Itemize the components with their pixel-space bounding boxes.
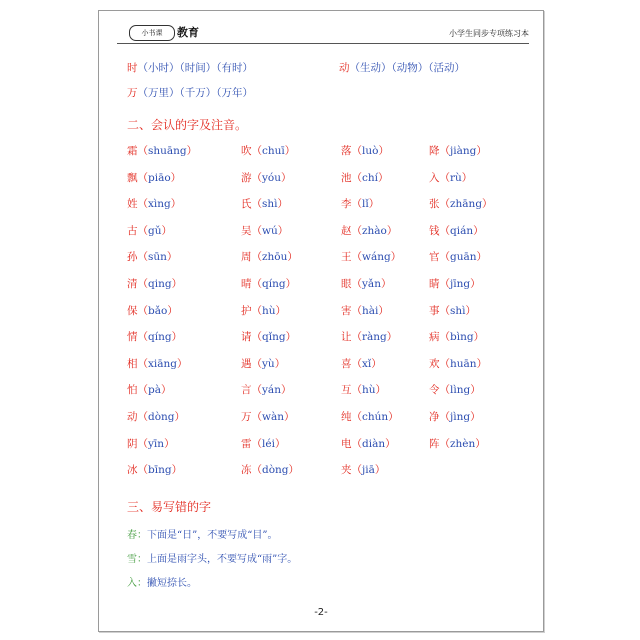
pinyin-entry: 动（dòng） [127,411,186,423]
pinyin-entry: 氏（shì） [241,198,289,211]
hanzi: 欢 [429,357,440,370]
hanzi: 阴 [127,437,138,450]
pinyin-text: shuāng [148,145,187,157]
pinyin-text: wú [262,224,278,237]
pinyin-entry: 冰（bīng） [127,464,183,477]
hanzi: 周 [241,251,252,264]
hanzi: 降 [429,145,440,157]
pinyin-entry: 让（ràng） [341,331,398,344]
pinyin-entry: 张（zhāng） [429,198,493,211]
pinyin-text: chún [362,411,389,423]
pinyin-entry: 吴（wú） [241,224,289,237]
hanzi: 游 [241,171,252,184]
hanzi: 入 [429,171,440,184]
hanzi: 雷 [241,437,252,450]
pinyin-text: zhāng [450,198,483,211]
brand-logo: 小书课 [129,25,175,41]
pinyin-text: wàn [262,411,285,423]
hanzi: 事 [429,304,440,317]
pinyin-entry: 情（qíng） [127,331,183,344]
hanzi: 氏 [241,198,252,211]
pinyin-entry: 入（rù） [429,171,473,184]
pinyin-entry: 降（jiàng） [429,145,487,157]
hanzi: 净 [429,411,440,423]
hanzi: 官 [429,251,440,264]
hanzi: 害 [341,304,352,317]
pinyin-entry: 害（hài） [341,304,389,317]
pinyin-text: xìng [148,198,171,211]
pinyin-text: shì [262,198,278,211]
page-number: -2- [314,607,328,618]
pinyin-text: jiàng [450,145,477,157]
hanzi: 相 [127,357,138,370]
hanzi: 姓 [127,198,138,211]
pinyin-entry: 周（zhōu） [241,251,298,264]
pinyin-text: diàn [362,437,386,450]
page-header [117,21,529,44]
pinyin-text: hài [362,304,379,317]
hanzi: 护 [241,304,252,317]
section-heading: 三、易写错的字 [127,500,212,514]
hanzi: 晴 [241,278,252,290]
hanzi: 夹 [341,464,352,477]
pinyin-entry: 言（yán） [241,384,292,397]
pinyin-text: luò [362,145,379,157]
hanzi: 赵 [341,224,352,237]
note-line: 入：撇短捺长。 [127,578,197,589]
pinyin-text: qián [450,224,474,237]
hanzi: 李 [341,198,352,211]
hanzi: 眼 [341,278,352,290]
hanzi: 情 [127,331,138,344]
hanzi: 吹 [241,145,252,157]
pinyin-entry: 吹（chuī） [241,145,296,157]
hanzi: 吴 [241,224,252,237]
pinyin-entry: 相（xiāng） [127,357,188,370]
pinyin-entry: 电（diàn） [341,437,396,450]
pinyin-text: xiāng [148,357,178,370]
pinyin-entry: 保（bǎo） [127,304,178,317]
pinyin-entry: 欢（huān） [429,357,488,370]
pinyin-text: hù [262,304,276,317]
hanzi: 怕 [127,384,138,397]
pinyin-text: yóu [262,171,282,184]
hanzi: 孙 [127,251,138,264]
pinyin-entry: 请（qǐng） [241,331,297,344]
hanzi: 阵 [429,437,440,450]
pinyin-entry: 晴（qíng） [241,278,297,290]
pinyin-text: dòng [262,464,289,477]
pinyin-text: bīng [148,464,172,477]
pinyin-entry: 事（shì） [429,304,477,317]
pinyin-entry: 万（wàn） [241,411,295,423]
pinyin-entry: 眼（yǎn） [341,278,392,290]
pinyin-text: chuī [262,145,285,157]
note-line: 春：下面是“日”，不要写成“目”。 [127,530,278,541]
pinyin-text: zhào [362,224,387,237]
hanzi: 池 [341,171,352,184]
pinyin-text: ràng [362,331,387,344]
pinyin-text: yǎn [362,278,381,290]
pinyin-entry: 落（luò） [341,145,389,157]
pinyin-text: chí [362,171,379,184]
word-line: 动（生动）（动物）（活动） [339,62,465,74]
pinyin-text: hù [362,384,376,397]
pinyin-text: zhōu [262,251,288,264]
pinyin-text: léi [262,437,275,450]
pinyin-text: qíng [262,278,286,290]
pinyin-text: lìng [450,384,471,397]
pinyin-text: yán [262,384,281,397]
hanzi: 电 [341,437,352,450]
pinyin-entry: 游（yóu） [241,171,292,184]
hanzi: 飘 [127,171,138,184]
hanzi: 请 [241,331,252,344]
pinyin-text: qing [148,278,172,290]
pinyin-text: bìng [450,331,474,344]
pinyin-text: jìng [450,411,471,423]
pinyin-entry: 飘（piāo） [127,171,182,184]
hanzi: 遇 [241,357,252,370]
hanzi: 冰 [127,464,138,477]
pinyin-text: qíng [148,331,172,344]
word-line: 时（小时）（时间）（有时） [127,62,253,74]
hanzi: 睛 [429,278,440,290]
hanzi: 王 [341,251,352,264]
pinyin-entry: 遇（yù） [241,357,286,370]
pinyin-text: jīng [450,278,471,290]
pinyin-entry: 霜（shuāng） [127,145,198,157]
hanzi: 万 [241,411,252,423]
pinyin-entry: 阵（zhèn） [429,437,486,450]
pinyin-entry: 官（guān） [429,251,488,264]
hanzi: 纯 [341,411,352,423]
pinyin-text: yīn [148,437,165,450]
note-line: 雪：上面是雨字头，不要写成“雨”字。 [127,554,298,565]
pinyin-entry: 姓（xìng） [127,198,182,211]
pinyin-entry: 令（lìng） [429,384,481,397]
pinyin-text: pà [148,384,161,397]
pinyin-text: yù [262,357,275,370]
pinyin-text: lǐ [362,198,369,211]
word-line: 万（万里）（千万）（万年） [127,87,253,99]
pinyin-text: jiā [362,464,375,477]
pinyin-text: piāo [148,171,171,184]
hanzi: 冻 [241,464,252,477]
hanzi: 让 [341,331,352,344]
pinyin-text: zhèn [450,437,476,450]
hanzi: 互 [341,384,352,397]
hanzi: 喜 [341,357,352,370]
hanzi: 古 [127,224,138,237]
pinyin-entry: 喜（xǐ） [341,357,382,370]
hanzi: 钱 [429,224,440,237]
hanzi: 张 [429,198,440,211]
hanzi: 动 [127,411,138,423]
pinyin-entry: 夹（jiā） [341,464,386,477]
hanzi: 令 [429,384,440,397]
pinyin-entry: 古（gǔ） [127,224,172,237]
pinyin-text: shì [450,304,466,317]
header-subtitle: 小学生同步专项练习本 [449,29,529,38]
pinyin-text: xǐ [362,357,372,370]
pinyin-entry: 李（lǐ） [341,198,380,211]
pinyin-entry: 病（bìng） [429,331,485,344]
pinyin-entry: 怕（pà） [127,384,172,397]
pinyin-entry: 冻（dòng） [241,464,300,477]
pinyin-entry: 钱（qián） [429,224,484,237]
pinyin-entry: 阴（yīn） [127,437,175,450]
pinyin-text: huān [450,357,477,370]
pinyin-entry: 互（hù） [341,384,387,397]
pinyin-text: wáng [362,251,391,264]
hanzi: 霜 [127,145,138,157]
workbook-page [98,10,544,632]
pinyin-entry: 清（qing） [127,278,183,290]
pinyin-text: rù [450,171,462,184]
pinyin-entry: 孙（sūn） [127,251,178,264]
hanzi: 清 [127,278,138,290]
hanzi: 落 [341,145,352,157]
pinyin-entry: 净（jìng） [429,411,481,423]
pinyin-entry: 护（hù） [241,304,287,317]
pinyin-entry: 纯（chún） [341,411,399,423]
section-heading: 二、会认的字及注音。 [127,118,248,132]
pinyin-text: sūn [148,251,167,264]
pinyin-text: guān [450,251,477,264]
brand-name: 教育 [177,26,199,39]
hanzi: 病 [429,331,440,344]
pinyin-text: bǎo [148,304,168,317]
pinyin-text: gǔ [148,224,162,237]
pinyin-entry: 睛（jīng） [429,278,481,290]
pinyin-text: dòng [148,411,175,423]
hanzi: 保 [127,304,138,317]
pinyin-entry: 池（chí） [341,171,389,184]
pinyin-entry: 雷（léi） [241,437,286,450]
hanzi: 言 [241,384,252,397]
pinyin-entry: 赵（zhào） [341,224,398,237]
pinyin-entry: 王（wáng） [341,251,402,264]
pinyin-text: qǐng [262,331,286,344]
